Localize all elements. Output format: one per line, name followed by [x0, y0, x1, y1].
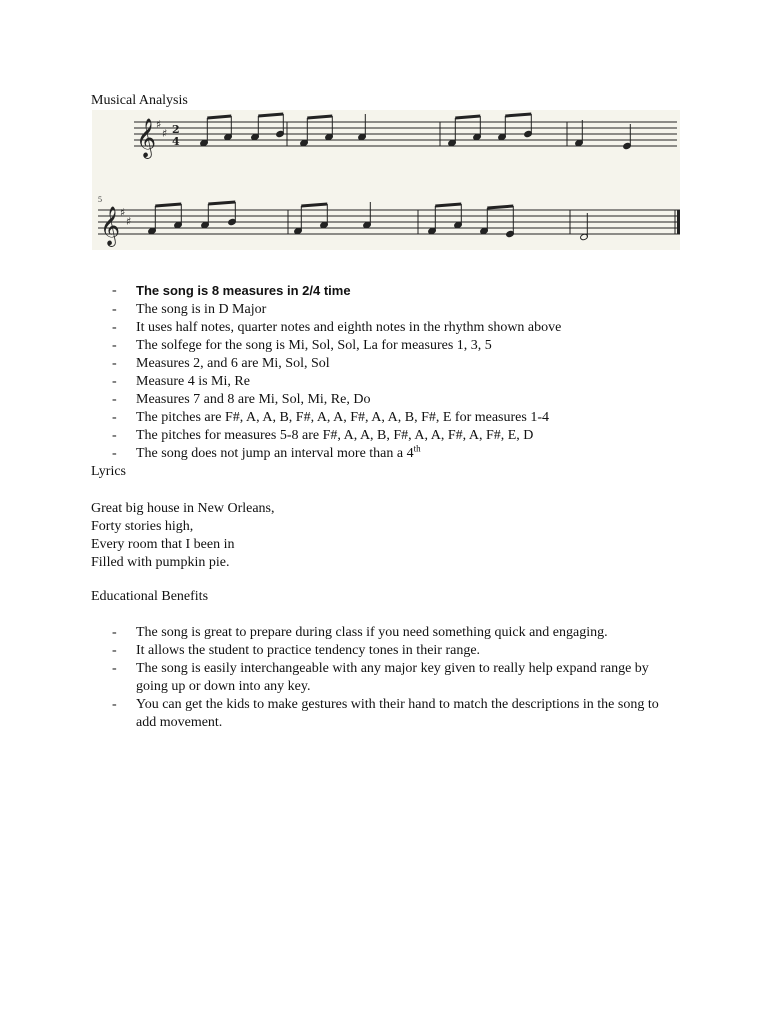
dash-marker: -	[112, 338, 117, 353]
list-item	[112, 319, 561, 337]
list-item	[112, 373, 561, 391]
treble-clef-icon: 𝄞	[100, 206, 121, 246]
note-beam	[435, 204, 461, 206]
analysis-list	[112, 282, 561, 463]
analysis-point-text: The song does not jump an interval more than a 4	[136, 446, 414, 461]
list-item	[112, 337, 561, 355]
lyric-line: Forty stories high,	[91, 519, 194, 534]
analysis-point-text: It uses half notes, quarter notes and eighth notes in the rhythm shown above	[136, 320, 562, 335]
dash-marker: -	[112, 392, 117, 407]
note-beam	[505, 114, 531, 116]
time-signature-icon: 4	[172, 135, 180, 148]
benefit-text: The song is great to prepare during class if you need something quick and engaging.	[136, 625, 608, 640]
heading-educational-benefits: Educational Benefits	[91, 589, 209, 604]
superscript-th: th	[413, 443, 421, 454]
analysis-point-text: Measure 4 is Mi, Re	[136, 374, 250, 389]
heading-lyrics: Lyrics	[91, 464, 126, 479]
dash-marker: -	[112, 356, 117, 371]
treble-clef-icon: 𝄞	[136, 118, 157, 158]
benefit-text: The song is easily interchangeable with any major key given to really help expand range by going up or down into any key.	[136, 661, 649, 694]
list-item	[112, 624, 672, 642]
note-beam	[258, 114, 283, 116]
analysis-point-text: The solfege for the song is Mi, Sol, Sol, La for measures 1, 3, 5	[136, 338, 492, 353]
list-item	[112, 282, 561, 301]
list-item	[112, 301, 561, 319]
note-beam	[307, 116, 332, 118]
note-beam	[208, 202, 235, 204]
lyric-line: Every room that I been in	[91, 537, 235, 552]
sheet-music-image	[92, 110, 680, 250]
sharp-icon: ♯	[126, 215, 132, 228]
analysis-point-text: The pitches for measures 5-8 are F#, A, A, B, F#, A, A, F#, A, F#, E, D	[136, 428, 534, 443]
benefit-text: You can get the kids to make gestures with their hand to match the descriptions in the song to add movement.	[136, 697, 659, 730]
lyric-line: Great big house in New Orleans,	[91, 501, 275, 516]
benefits-list	[112, 624, 672, 732]
note-beam	[487, 206, 513, 208]
analysis-point-text: Measures 7 and 8 are Mi, Sol, Mi, Re, Do	[136, 392, 371, 407]
measure-number: 5	[98, 195, 102, 204]
list-item	[112, 355, 561, 373]
list-item	[112, 445, 561, 463]
dash-marker: -	[112, 446, 117, 461]
sharp-icon: ♯	[120, 206, 126, 219]
analysis-point-text: Measures 2, and 6 are Mi, Sol, Sol	[136, 356, 330, 371]
list-item	[112, 642, 672, 660]
dash-marker: -	[112, 302, 117, 317]
note-beam	[155, 204, 181, 206]
lyric-line: Filled with pumpkin pie.	[91, 555, 230, 570]
dash-marker: -	[112, 410, 117, 425]
dash-marker: -	[112, 643, 117, 658]
time-signature-icon: 2	[172, 123, 180, 136]
dash-marker: -	[112, 374, 117, 389]
list-item	[112, 391, 561, 409]
analysis-point-text: The pitches are F#, A, A, B, F#, A, A, F#, A, A, B, F#, E for measures 1-4	[136, 410, 549, 425]
lyrics-block	[91, 500, 275, 572]
dash-marker: -	[112, 661, 117, 676]
list-item	[112, 660, 672, 696]
sharp-icon: ♯	[156, 118, 162, 131]
list-item	[112, 427, 561, 445]
analysis-point-text: The song is 8 measures in 2/4 time	[136, 283, 351, 298]
note-beam	[301, 204, 327, 206]
list-item	[112, 409, 561, 427]
dash-marker: -	[112, 697, 117, 712]
benefit-text: It allows the student to practice tendency tones in their range.	[136, 643, 481, 658]
heading-musical-analysis: Musical Analysis	[91, 93, 188, 108]
dash-marker: -	[112, 625, 117, 640]
list-item	[112, 696, 672, 732]
dash-marker: -	[112, 320, 117, 335]
sharp-icon: ♯	[162, 127, 168, 140]
analysis-point-text: The song is in D Major	[136, 302, 267, 317]
dash-marker: -	[112, 428, 117, 443]
note-beam	[207, 116, 231, 118]
note-beam	[455, 116, 480, 118]
dash-marker: -	[112, 283, 117, 298]
